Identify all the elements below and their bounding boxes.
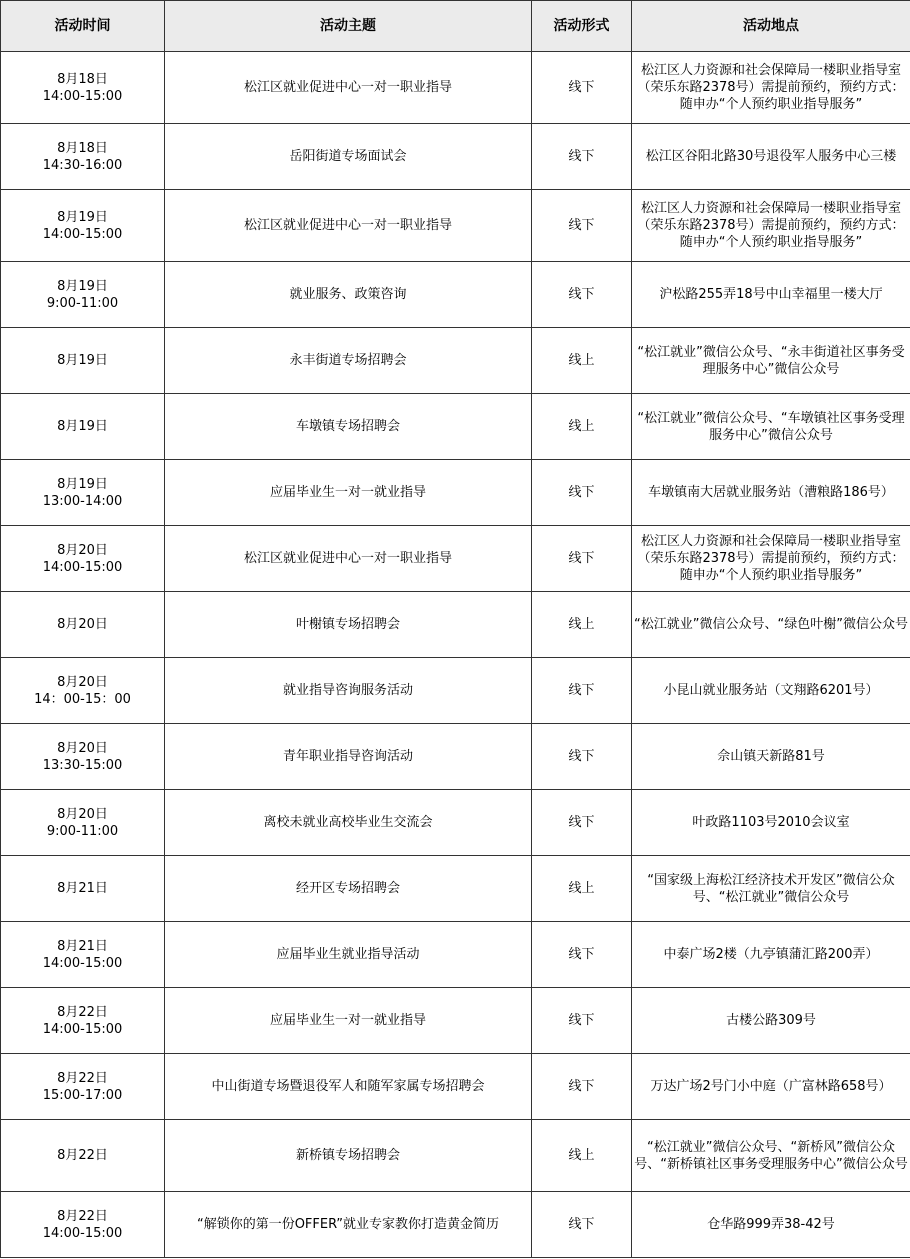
activity-date: 8月19日 — [57, 419, 108, 434]
cell-topic: 新桥镇专场招聘会 — [165, 1120, 532, 1192]
cell-topic: 应届毕业生就业指导活动 — [165, 922, 532, 988]
activity-time: 14:00-15:00 — [42, 1225, 123, 1241]
cell-time — [1, 328, 165, 394]
table-row — [1, 262, 910, 328]
table-row — [1, 328, 910, 394]
cell-location: 仓华路999弄38-42号 — [632, 1192, 910, 1258]
cell-time — [1, 1054, 165, 1120]
cell-form: 线下 — [532, 262, 632, 328]
table-row — [1, 988, 910, 1054]
cell-time — [1, 856, 165, 922]
cell-form: 线上 — [532, 328, 632, 394]
cell-topic: 岳阳街道专场面试会 — [165, 124, 532, 190]
table-row — [1, 790, 910, 856]
cell-form: 线上 — [532, 856, 632, 922]
cell-topic: 应届毕业生一对一就业指导 — [165, 988, 532, 1054]
activity-date: 8月21日 — [57, 881, 108, 896]
table-row — [1, 460, 910, 526]
cell-location: 沪松路255弄18号中山幸福里一楼大厅 — [632, 262, 910, 328]
table-row — [1, 922, 910, 988]
activity-date: 8月22日 — [57, 1148, 108, 1163]
cell-topic: “解锁你的第一份OFFER”就业专家教你打造黄金简历 — [165, 1192, 532, 1258]
cell-time — [1, 460, 165, 526]
cell-form: 线下 — [532, 526, 632, 592]
header-time: 活动时间 — [1, 1, 165, 52]
cell-location: 松江区谷阳北路30号退役军人服务中心三楼 — [632, 124, 910, 190]
activity-time: 13:30-15:00 — [42, 757, 123, 773]
header-topic: 活动主题 — [165, 1, 532, 52]
cell-location: 万达广场2号门小中庭（广富林路658号） — [632, 1054, 910, 1120]
cell-topic: 中山街道专场暨退役军人和随军家属专场招聘会 — [165, 1054, 532, 1120]
cell-topic: 青年职业指导咨询活动 — [165, 724, 532, 790]
cell-form: 线下 — [532, 124, 632, 190]
activity-time: 9:00-11:00 — [46, 823, 119, 839]
header-location: 活动地点 — [632, 1, 910, 52]
table-row — [1, 52, 910, 124]
table-row — [1, 658, 910, 724]
activity-time: 14：00-15：00 — [34, 691, 131, 707]
cell-time — [1, 922, 165, 988]
activity-date: 8月19日 — [57, 353, 108, 368]
activity-time: 14:30-16:00 — [42, 157, 123, 173]
activity-date: 8月20日 — [57, 806, 108, 822]
cell-time — [1, 526, 165, 592]
cell-form: 线下 — [532, 460, 632, 526]
cell-time — [1, 724, 165, 790]
activity-date: 8月19日 — [57, 209, 108, 225]
table-row — [1, 124, 910, 190]
header-row — [1, 1, 910, 52]
table-row — [1, 1192, 910, 1258]
cell-location: “松江就业”微信公众号、“车墩镇社区事务受理服务中心”微信公众号 — [632, 394, 910, 460]
cell-form: 线下 — [532, 988, 632, 1054]
activity-date: 8月18日 — [57, 71, 108, 87]
cell-topic: 松江区就业促进中心一对一职业指导 — [165, 190, 532, 262]
table-row — [1, 394, 910, 460]
table-row — [1, 592, 910, 658]
cell-form: 线下 — [532, 52, 632, 124]
activity-time: 13:00-14:00 — [42, 493, 123, 509]
cell-location: 松江区人力资源和社会保障局一楼职业指导室（荣乐东路2378号）需提前预约，预约方式：随申办“个人预约职业指导服务” — [632, 190, 910, 262]
table-row — [1, 1054, 910, 1120]
activity-date: 8月18日 — [57, 140, 108, 156]
cell-location: 松江区人力资源和社会保障局一楼职业指导室（荣乐东路2378号）需提前预约，预约方式：随申办“个人预约职业指导服务” — [632, 526, 910, 592]
cell-time — [1, 592, 165, 658]
table-row — [1, 190, 910, 262]
cell-topic: 叶榭镇专场招聘会 — [165, 592, 532, 658]
activity-date: 8月19日 — [57, 476, 108, 492]
cell-location: “国家级上海松江经济技术开发区”微信公众号、“松江就业”微信公众号 — [632, 856, 910, 922]
cell-location: “松江就业”微信公众号、“新桥风”微信公众号、“新桥镇社区事务受理服务中心”微信公众号 — [632, 1120, 910, 1192]
cell-location: 松江区人力资源和社会保障局一楼职业指导室（荣乐东路2378号）需提前预约，预约方式：随申办“个人预约职业指导服务” — [632, 52, 910, 124]
cell-form: 线上 — [532, 394, 632, 460]
cell-location: 佘山镇天新路81号 — [632, 724, 910, 790]
activity-date: 8月19日 — [57, 278, 108, 294]
table-row — [1, 526, 910, 592]
cell-form: 线下 — [532, 1054, 632, 1120]
activity-time: 15:00-17:00 — [42, 1087, 123, 1103]
table-row — [1, 856, 910, 922]
activity-date: 8月22日 — [57, 1070, 108, 1086]
cell-time — [1, 124, 165, 190]
activity-time: 9:00-11:00 — [46, 295, 119, 311]
cell-form: 线下 — [532, 790, 632, 856]
cell-topic: 永丰街道专场招聘会 — [165, 328, 532, 394]
cell-time — [1, 1192, 165, 1258]
activity-time: 14:00-15:00 — [42, 226, 123, 242]
table-row — [1, 1120, 910, 1192]
cell-location: 小昆山就业服务站（文翔路6201号） — [632, 658, 910, 724]
cell-location: 古楼公路309号 — [632, 988, 910, 1054]
cell-time — [1, 988, 165, 1054]
activity-date: 8月22日 — [57, 1004, 108, 1020]
cell-location: 中泰广场2楼（九亭镇蒲汇路200弄） — [632, 922, 910, 988]
activity-date: 8月20日 — [57, 542, 108, 558]
cell-form: 线下 — [532, 724, 632, 790]
cell-time — [1, 1120, 165, 1192]
activity-date: 8月20日 — [57, 674, 108, 690]
cell-form: 线下 — [532, 1192, 632, 1258]
cell-time — [1, 190, 165, 262]
activity-date: 8月20日 — [57, 740, 108, 756]
cell-location: 车墩镇南大居就业服务站（漕粮路186号） — [632, 460, 910, 526]
cell-form: 线下 — [532, 190, 632, 262]
cell-location: “松江就业”微信公众号、“绿色叶榭”微信公众号 — [632, 592, 910, 658]
activity-date: 8月21日 — [57, 938, 108, 954]
cell-location: “松江就业”微信公众号、“永丰街道社区事务受理服务中心”微信公众号 — [632, 328, 910, 394]
cell-time — [1, 52, 165, 124]
cell-topic: 松江区就业促进中心一对一职业指导 — [165, 526, 532, 592]
cell-time — [1, 658, 165, 724]
activity-time: 14:00-15:00 — [42, 559, 123, 575]
table-row — [1, 724, 910, 790]
cell-topic: 应届毕业生一对一就业指导 — [165, 460, 532, 526]
activity-time: 14:00-15:00 — [42, 955, 123, 971]
activity-date: 8月22日 — [57, 1208, 108, 1224]
cell-topic: 就业指导咨询服务活动 — [165, 658, 532, 724]
cell-time — [1, 394, 165, 460]
cell-form: 线下 — [532, 922, 632, 988]
cell-time — [1, 790, 165, 856]
activity-time: 14:00-15:00 — [42, 88, 123, 104]
cell-topic: 离校未就业高校毕业生交流会 — [165, 790, 532, 856]
activity-date: 8月20日 — [57, 617, 108, 632]
cell-form: 线上 — [532, 1120, 632, 1192]
cell-form: 线上 — [532, 592, 632, 658]
cell-topic: 松江区就业促进中心一对一职业指导 — [165, 52, 532, 124]
activity-time: 14:00-15:00 — [42, 1021, 123, 1037]
cell-location: 叶政路1103号2010会议室 — [632, 790, 910, 856]
cell-time — [1, 262, 165, 328]
cell-topic: 经开区专场招聘会 — [165, 856, 532, 922]
cell-topic: 就业服务、政策咨询 — [165, 262, 532, 328]
cell-form: 线下 — [532, 658, 632, 724]
header-form: 活动形式 — [532, 1, 632, 52]
cell-topic: 车墩镇专场招聘会 — [165, 394, 532, 460]
